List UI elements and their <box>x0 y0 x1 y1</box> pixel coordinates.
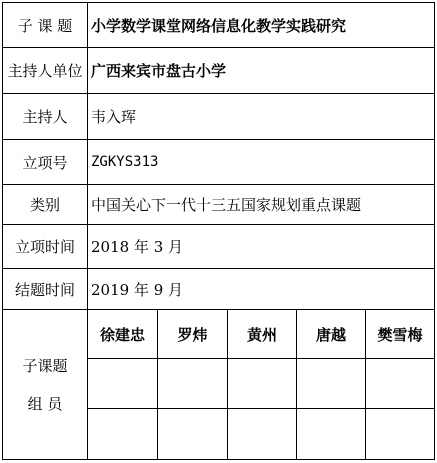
member-name: 徐建忠 <box>88 310 158 359</box>
blank-cell <box>366 359 435 409</box>
blank-cell <box>366 409 435 460</box>
label-category: 类别 <box>3 185 88 225</box>
label-approval-time: 立项时间 <box>3 225 88 269</box>
blank-cell <box>297 359 366 409</box>
label-members <box>3 310 88 460</box>
label-project-number: 立项号 <box>3 140 88 185</box>
label-members-line2: 组 员 <box>27 394 63 413</box>
row-host-unit <box>3 48 435 94</box>
value-subtopic: 小学数学课堂网络信息化教学实践研究 <box>88 3 435 48</box>
blank-cell <box>88 359 158 409</box>
value-completion-time: 2019 年 9 月 <box>88 269 435 310</box>
row-category <box>3 185 435 225</box>
member-name: 唐越 <box>297 310 366 359</box>
label-host-unit: 主持人单位 <box>3 48 88 94</box>
value-host-unit: 广西来宾市盘古小学 <box>88 48 435 94</box>
label-members-line1: 子课题 <box>22 356 68 375</box>
blank-cell <box>88 409 158 460</box>
member-name: 罗炜 <box>158 310 228 359</box>
value-project-number: ZGKYS313 <box>88 140 435 185</box>
row-approval-time <box>3 225 435 269</box>
row-subtopic <box>3 3 435 48</box>
member-name: 樊雪梅 <box>366 310 435 359</box>
blank-cell <box>228 409 297 460</box>
row-completion-time <box>3 269 435 310</box>
value-host: 韦入珲 <box>88 94 435 140</box>
blank-cell <box>228 359 297 409</box>
project-info-sheet <box>2 2 434 460</box>
value-approval-time: 2018 年 3 月 <box>88 225 435 269</box>
blank-cell <box>158 409 228 460</box>
value-category: 中国关心下一代十三五国家规划重点课题 <box>88 185 435 225</box>
project-info-table <box>2 2 435 460</box>
label-completion-time: 结题时间 <box>3 269 88 310</box>
row-members-names <box>3 310 435 359</box>
row-host <box>3 94 435 140</box>
member-name: 黄州 <box>228 310 297 359</box>
blank-cell <box>297 409 366 460</box>
row-project-number <box>3 140 435 185</box>
label-subtopic: 子 课 题 <box>3 3 88 48</box>
blank-cell <box>158 359 228 409</box>
label-host: 主持人 <box>3 94 88 140</box>
